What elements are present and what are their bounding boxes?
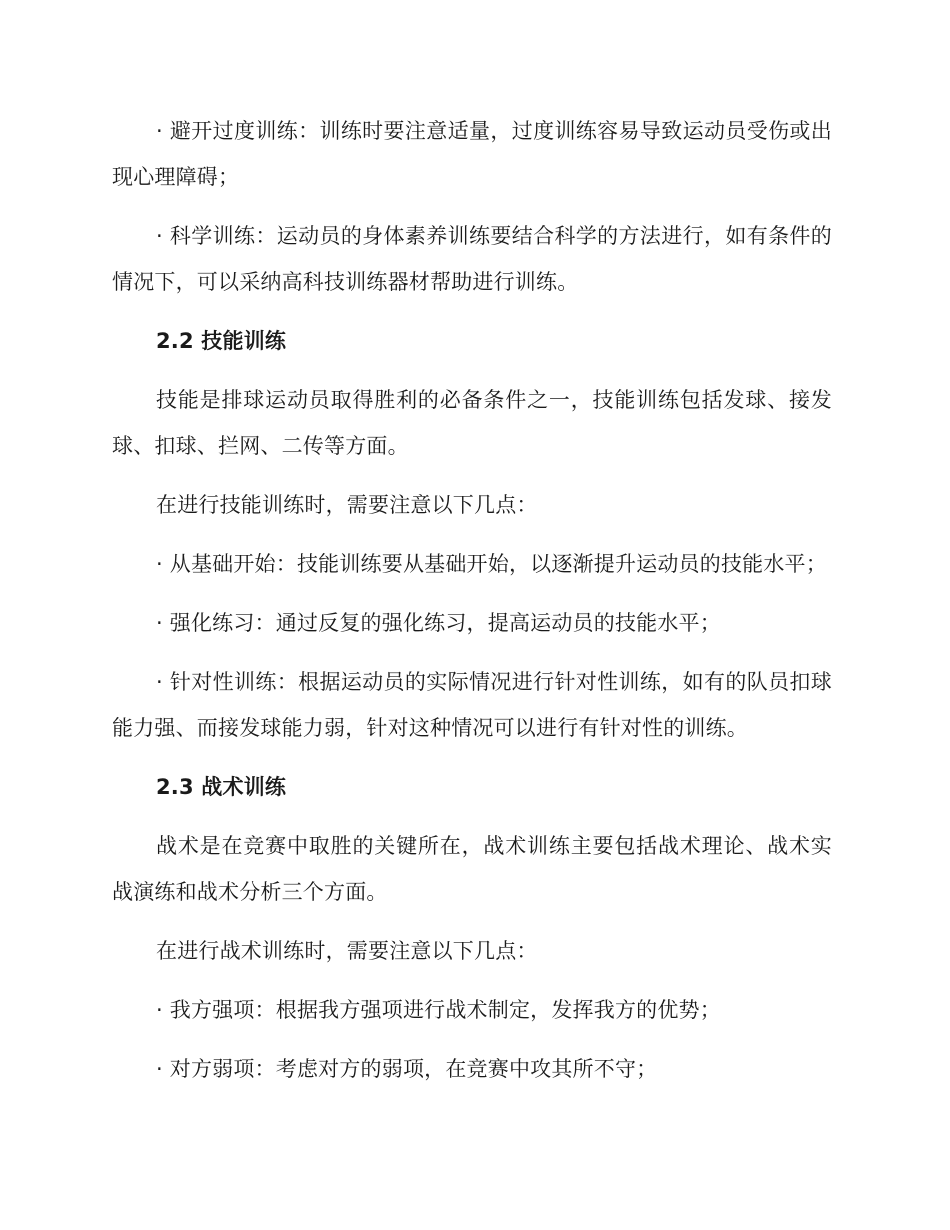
document-body: [112, 108, 832, 1105]
paragraph-tactics-notes-intro: 在进行战术训练时，需要注意以下几点：: [156, 939, 538, 963]
bullet-reinforcement-practice: · 强化练习：通过反复的强化练习，提高运动员的技能水平；: [156, 611, 721, 635]
bullet-opponent-weaknesses: · 对方弱项：考虑对方的弱项，在竞赛中攻其所不守；: [156, 1057, 658, 1081]
paragraph-tactics-intro: 战术是在竞赛中取胜的关键所在，战术训练主要包括战术理论、战术实战演练和战术分析三个方面。: [112, 834, 832, 904]
paragraph-skill-notes-intro: 在进行技能训练时，需要注意以下几点：: [156, 493, 538, 517]
bullet-targeted-training: · 针对性训练：根据运动员的实际情况进行针对性训练，如有的队员扣球能力强、而接发球能力弱，针对这种情况可以进行有针对性的训练。: [112, 670, 832, 740]
section-heading-skill-training: 2.2 技能训练: [156, 329, 287, 353]
section-heading-tactical-training: 2.3 战术训练: [156, 775, 287, 799]
bullet-start-from-basics: · 从基础开始：技能训练要从基础开始，以逐渐提升运动员的技能水平；: [156, 552, 827, 576]
bullet-scientific-training: · 科学训练：运动员的身体素养训练要结合科学的方法进行，如有条件的情况下，可以采纳高科技训练器材帮助进行训练。: [112, 224, 832, 294]
paragraph-skill-intro: 技能是排球运动员取得胜利的必备条件之一，技能训练包括发球、接发球、扣球、拦网、二传等方面。: [112, 388, 832, 458]
bullet-our-strengths: · 我方强项：根据我方强项进行战术制定，发挥我方的优势；: [156, 998, 721, 1022]
bullet-avoid-overtraining: · 避开过度训练：训练时要注意适量，过度训练容易导致运动员受伤或出现心理障碍；: [112, 119, 832, 189]
